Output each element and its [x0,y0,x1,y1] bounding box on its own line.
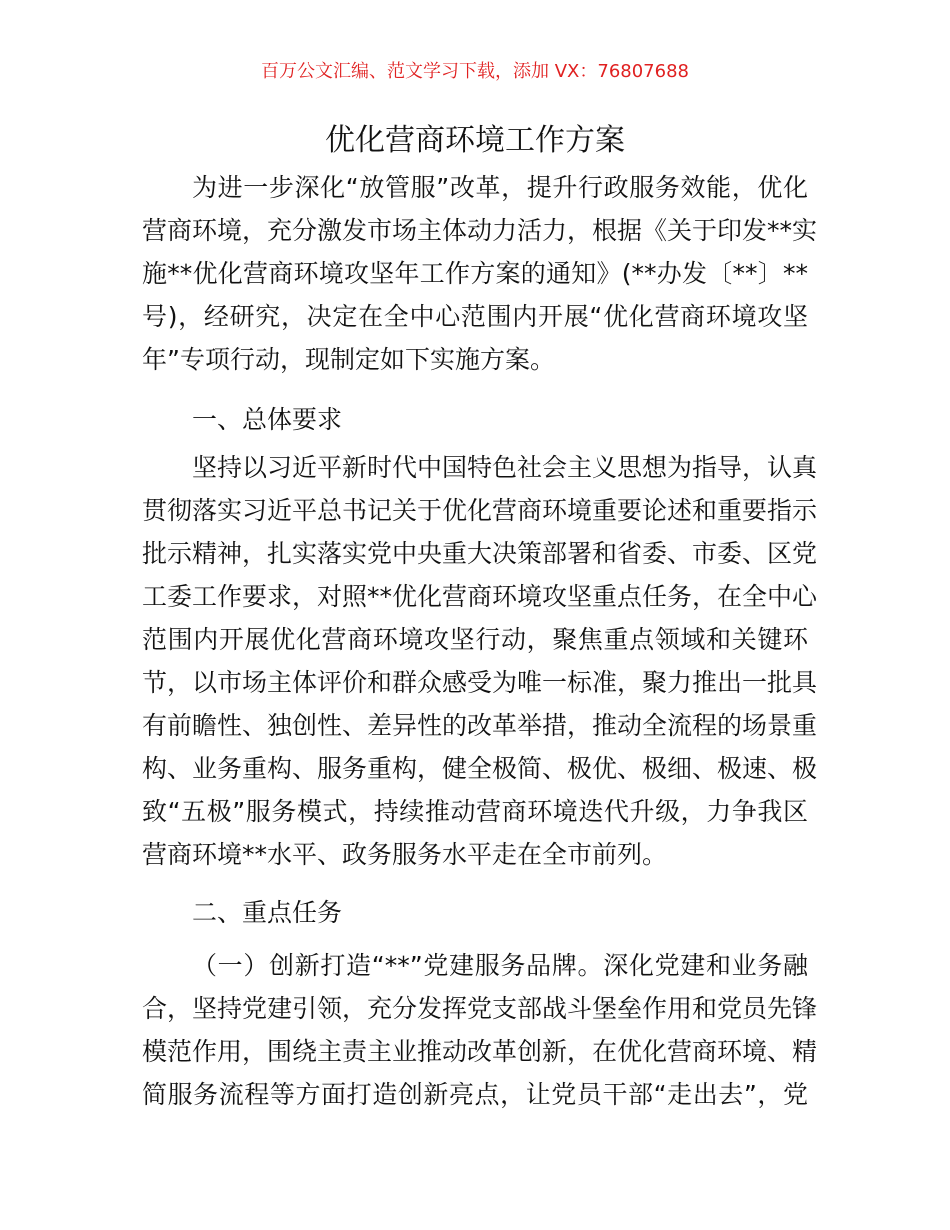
paragraph-line: 范围内开展优化营商环境攻坚行动，聚焦重点领域和关键环 [142,625,808,654]
paragraph-line: 施**优化营商环境攻坚年工作方案的通知》(**办发〔**〕** [142,259,808,288]
paragraph-line: 简服务流程等方面打造创新亮点，让党员干部“走出去”，党 [142,1080,808,1109]
section-heading: 一、总体要求 [192,405,343,434]
document-title: 优化营商环境工作方案 [325,123,625,158]
paragraph-line: 营商环境**水平、政务服务水平走在全市前列。 [142,840,668,869]
section-heading: 二、重点任务 [192,898,343,927]
paragraph-line: 贯彻落实习近平总书记关于优化营商环境重要论述和重要指示 [142,496,818,525]
paragraph-line: 为进一步深化“放管服”改革，提升行政服务效能，优化 [192,173,808,202]
paragraph-line: 工委工作要求，对照**优化营商环境攻坚重点任务，在全中心 [142,582,818,611]
paragraph-line: 坚持以习近平新时代中国特色社会主义思想为指导，认真 [192,453,818,482]
paragraph-line: 营商环境，充分激发市场主体动力活力，根据《关于印发**实 [142,216,818,245]
paragraph-line: 合，坚持党建引领，充分发挥党支部战斗堡垒作用和党员先锋 [142,994,818,1023]
paragraph-line: 有前瞻性、独创性、差异性的改革举措，推动全流程的场景重 [142,711,818,740]
paragraph-line: 构、业务重构、服务重构，健全极简、极优、极细、极速、极 [142,754,818,783]
paragraph-line: 节，以市场主体评价和群众感受为唯一标准，聚力推出一批具 [142,668,818,697]
watermark-header-note: 百万公文汇编、范文学习下载，添加 VX：76807688 [261,61,689,82]
paragraph-line: 致“五极”服务模式，持续推动营商环境迭代升级，力争我区 [142,797,808,826]
paragraph-line: 号)，经研究，决定在全中心范围内开展“优化营商环境攻坚 [142,302,808,331]
paragraph-line: 年”专项行动，现制定如下实施方案。 [142,345,555,374]
paragraph-line: （一）创新打造“**”党建服务品牌。深化党建和业务融 [192,951,808,980]
paragraph-line: 批示精神，扎实落实党中央重大决策部署和省委、市委、区党 [142,539,818,568]
paragraph-line: 模范作用，围绕主责主业推动改革创新，在优化营商环境、精 [142,1037,818,1066]
